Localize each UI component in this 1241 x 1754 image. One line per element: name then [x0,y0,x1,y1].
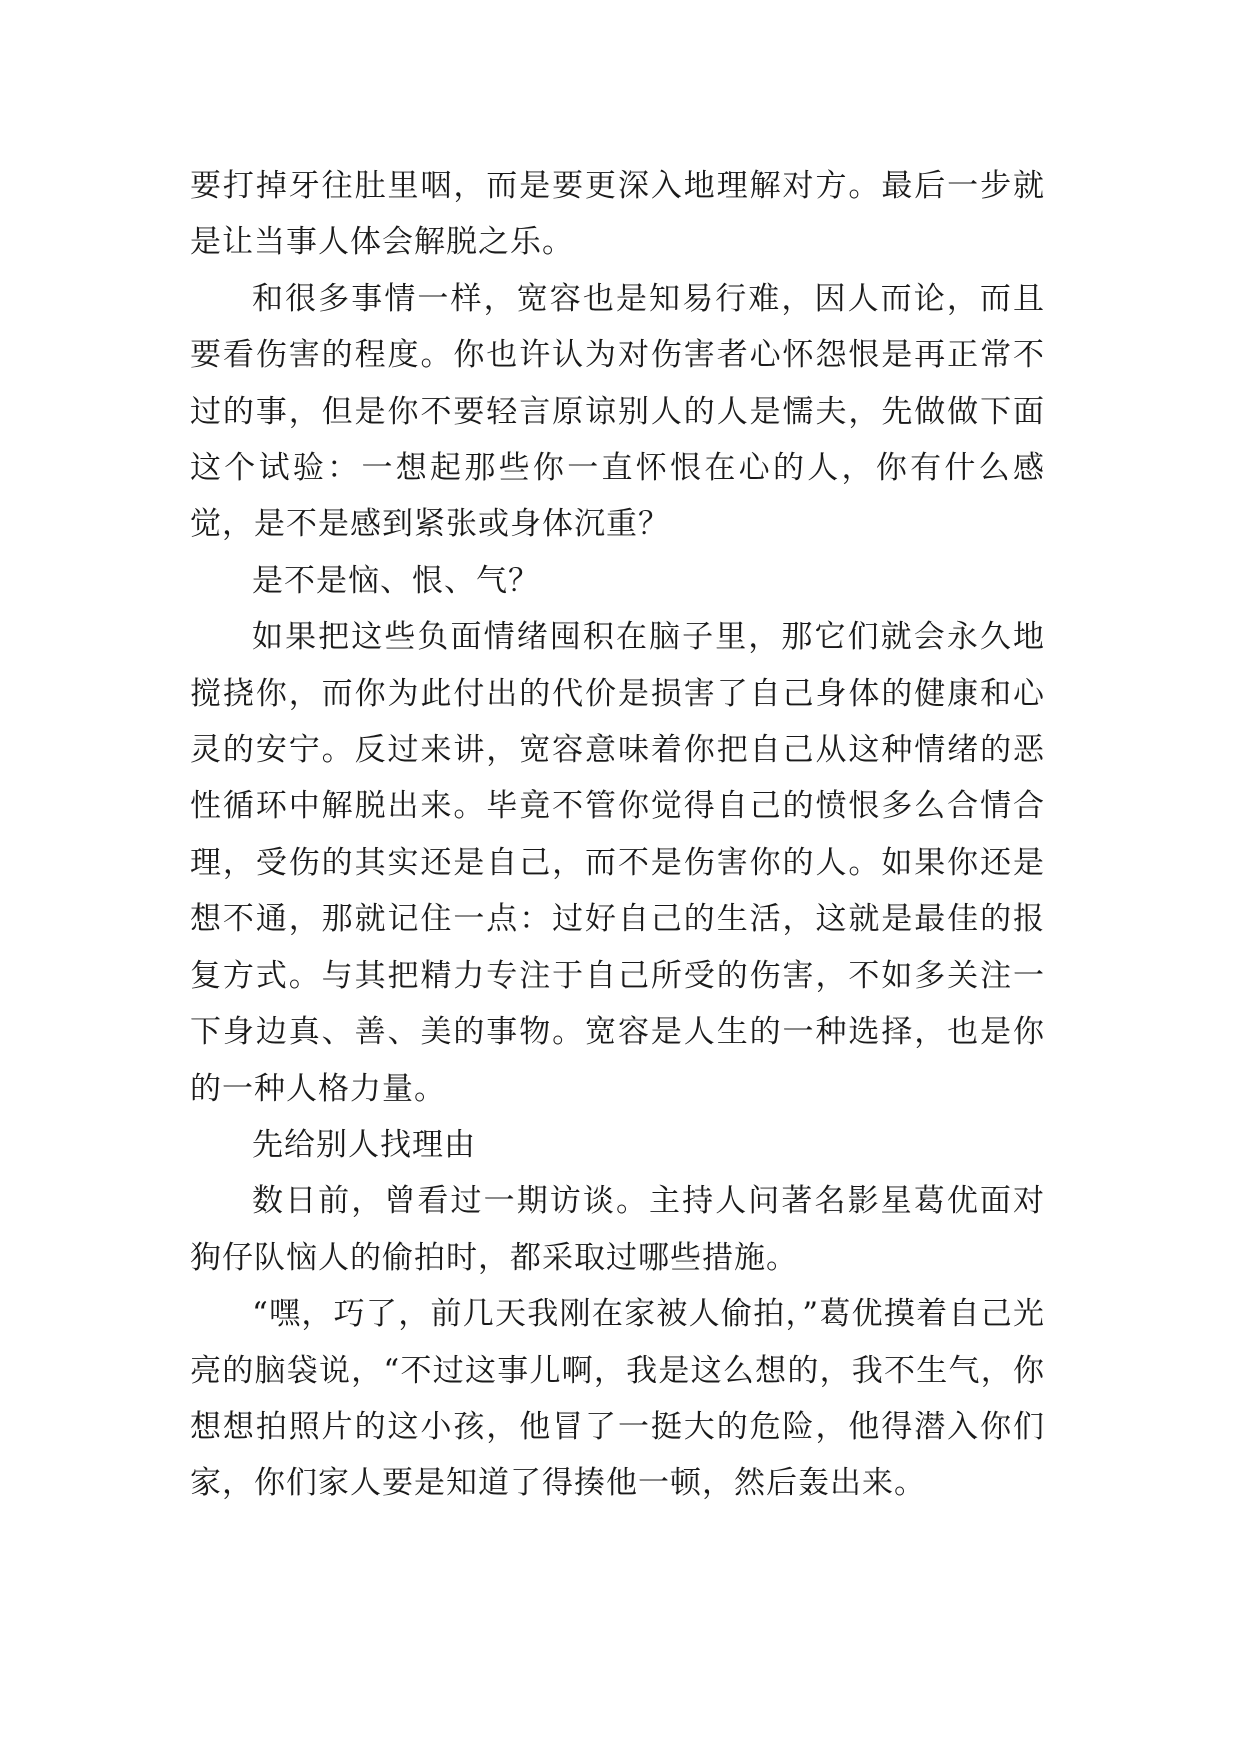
paragraph: 要打掉牙往肚里咽，而是要更深入地理解对方。最后一步就是让当事人体会解脱之乐。 [190,168,1045,261]
paragraph: 数日前，曾看过一期访谈。主持人问著名影星葛优面对狗仔队恼人的偷拍时，都采取过哪些措施。 [190,1183,1045,1276]
paragraph: 如果把这些负面情绪囤积在脑子里，那它们就会永久地搅挠你，而你为此付出的代价是损害了自己身体的健康和心灵的安宁。反过来讲，宽容意味着你把自己从这种情绪的恶性循环中解脱出来。毕竟不管你觉得自己的愤恨多么合情合理，受伤的其实还是自己，而不是伤害你的人。如果你还是想不通，那就记住一点：过好自己的生活，这就是最佳的报复方式。与其把精力专注于自己所受的伤害，不如多关注一下身边真、善、美的事物。宽容是人生的一种选择，也是你的一种人格力量。 [190,619,1045,1107]
section-heading: 先给别人找理由 [252,1126,476,1163]
paragraph: “嘿，巧了，前几天我刚在家被人偷拍，”葛优摸着自己光亮的脑袋说，“不过这事儿啊，我是这么想的，我不生气，你想想拍照片的这小孩，他冒了一挺大的危险，他得潜入你们家，你们家人要是知道了得揍他一顿，然后轰出来。 [190,1296,1045,1502]
body-text [190,158,1045,1512]
paragraph: 和很多事情一样，宽容也是知易行难，因人而论，而且要看伤害的程度。你也许认为对伤害者心怀怨恨是再正常不过的事，但是你不要轻言原谅别人的人是懦夫，先做做下面这个试验：一想起那些你一直怀恨在心的人，你有什么感觉，是不是感到紧张或身体沉重？ [190,280,1045,543]
paragraph: 是不是恼、恨、气？ [252,562,540,599]
